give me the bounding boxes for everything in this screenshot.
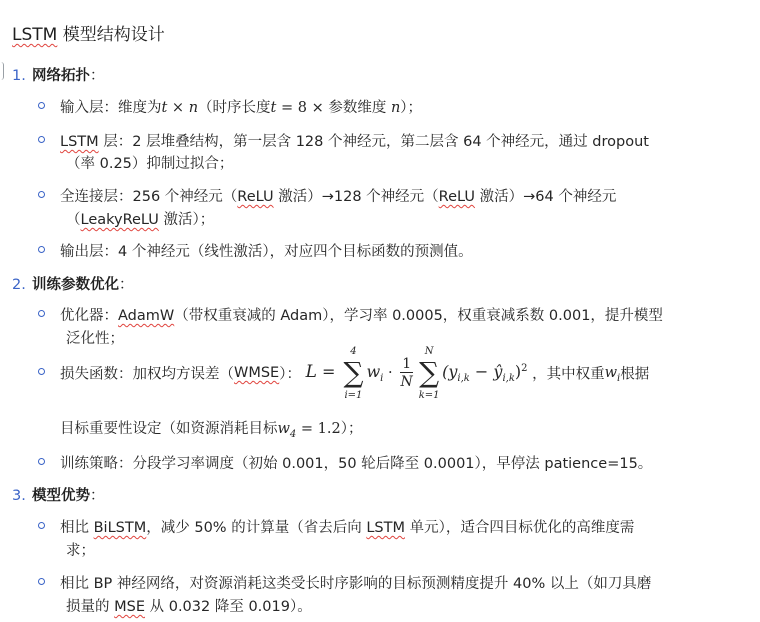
sigma: ∑ [419,356,440,389]
item-text [60,96,422,117]
document-title [12,20,165,45]
math-sup: 2 [521,363,528,375]
term: WMSE [234,365,280,381]
section-number: 1. [12,68,26,84]
text: 全连接层：256 个神经元（ [60,189,238,205]
section-title: 网络拓扑 [32,68,90,84]
item-text-cont: （率 0.25）抑制过拟合； [66,156,234,172]
math-var: w [604,365,618,381]
sum-symbol [340,346,366,401]
text: 损失函数：加权均方误差（ [60,366,234,383]
math-var: t [161,100,168,116]
math-sub: i,k [502,372,515,384]
math-var: w [366,362,381,381]
item-text-cont [66,208,214,229]
bullet-icon [38,368,45,375]
math-sub: 4 [289,428,297,440]
sum-lower: i=1 [344,390,363,401]
math-expr: − ŷ [469,362,503,381]
item-text [60,304,663,325]
bullet-icon [38,246,45,253]
math-var: L [305,362,317,382]
text: ）； [340,421,363,437]
math-var: n [188,100,199,116]
section-title: 训练参数优化 [32,277,119,293]
section-1-heading [12,64,105,85]
colon: ： [90,68,105,84]
math-val: = 8 [276,100,307,116]
math-op: × [167,100,189,116]
math-sub: i [380,372,384,384]
term: LSTM [366,520,405,536]
item-text-cont [60,417,362,440]
text: 输入层：维度为 [60,100,162,116]
math-var: n [390,100,401,116]
item-text-cont [66,595,312,616]
text: ，其中权重 [532,366,605,383]
colon: ： [119,277,134,293]
text: ）： [279,366,301,383]
text: ）； [400,100,423,116]
text: （ [66,212,81,228]
term: AdamW [118,308,175,324]
fraction [400,356,413,391]
section-number: 2. [12,277,26,293]
math-expr: (y [442,362,458,381]
sigma: ∑ [343,356,364,389]
math-op: = [316,362,341,381]
item-text [60,572,651,593]
title-lstm: LSTM [12,25,58,45]
loss-formula-line [60,346,650,401]
text: 目标重要性设定（如资源消耗目标 [60,421,278,437]
bullet-icon [38,136,45,143]
math-sub: i [617,372,621,384]
section-title: 模型优势 [32,488,90,504]
section-3-heading [12,484,105,505]
math-op: · [383,365,398,381]
bullet-icon [38,578,45,585]
math-var: t [270,100,277,116]
title-rest: 模型结构设计 [57,25,165,45]
term: MSE [114,599,145,615]
item-text [60,130,649,151]
item-text: 输出层：4 个神经元（线性激活），对应四个目标函数的预测值。 [60,244,473,260]
text: 根据 [620,366,650,383]
colon: ： [90,488,105,504]
text: 相比 BP 神经网络，对资源消耗这类受长时序影响的目标预测精度提升 40% 以上（如刀具磨 [60,576,652,592]
text: 激活）→64 个神经元 [475,189,617,205]
term: LSTM [60,134,99,150]
text: 优化器： [60,308,118,324]
bullet-icon [38,522,45,529]
sum-upper: N [424,346,434,357]
sum-lower: k=1 [418,390,440,401]
item-text-cont: 泛化性； [66,331,124,347]
loss-formula [305,346,528,401]
item-text [60,185,616,206]
text: 激活）→128 个神经元（ [273,189,439,205]
text: 层：2 层堆叠结构，第一层含 128 个神经元，第二层含 64 个神经元，通过 dropout [98,134,649,150]
bullet-icon [38,191,45,198]
text: 激活）； [158,212,215,228]
item-text-cont: 求； [66,543,95,559]
text: 损量的 [66,599,115,615]
text: × 参数维度 [306,100,387,116]
term: LeakyReLU [80,212,159,228]
term: ReLU [237,189,274,205]
denominator: N [400,373,413,390]
sum-upper: 4 [350,346,357,357]
bullet-icon [38,458,45,465]
text: （带权重衰减的 Adam），学习率 0.0005，权重衰减系数 0.001，提升模型 [174,308,663,324]
bullet-icon [38,102,45,109]
section-2-heading [12,273,134,294]
term: BiLSTM [93,520,147,536]
text: 相比 [60,520,94,536]
section-number: 3. [12,488,26,504]
text: 从 0.032 降至 0.019）。 [145,599,312,615]
numerator: 1 [402,355,412,372]
text: （时序长度 [198,100,271,116]
text: 单元），适合四目标优化的高维度需 [404,520,635,536]
sum-symbol [416,346,442,401]
item-text [60,516,634,537]
text: ，减少 50% 的计算量（省去后向 [146,520,367,536]
item-text: 训练策略：分段学习率调度（初始 0.001，50 轮后降至 0.0001），早停法 patience=15。 [60,456,653,472]
text-cursor-marker [0,62,4,80]
bullet-icon [38,310,45,317]
term: ReLU [438,189,475,205]
math-var: w [277,421,290,437]
math-val: = 1.2 [296,421,341,437]
math-sub: i,k [457,372,470,384]
math-op: ) [514,362,522,381]
